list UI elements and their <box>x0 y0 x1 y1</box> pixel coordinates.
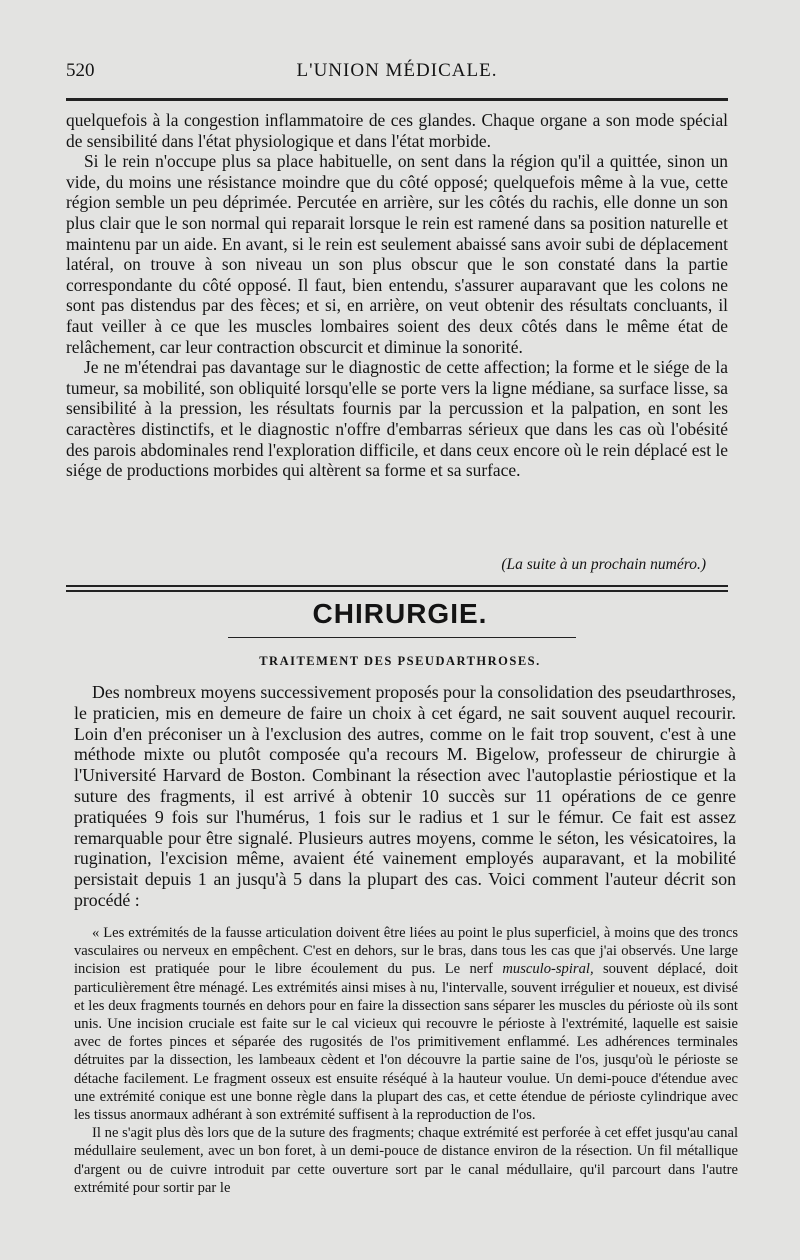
quoted-procedure <box>74 924 738 1197</box>
quote-paragraph: Il ne s'agit plus dès lors que de la suture des fragments; chaque extrémité est perforée à cet effet jusqu'au canal médullaire seulement, avec un bon foret, à un demi-pouce de distance environ de la résection. Un fil métallique d'argent ou de cuivre introduit par cette ouverture sort par le canal médullaire, qu'il parcourt dans l'autre extrémité pour sortir par le <box>74 1125 738 1196</box>
italic-term: musculo-spiral, <box>502 961 594 978</box>
page-number: 520 <box>66 60 95 81</box>
paragraph: Si le rein n'occupe plus sa place habituelle, on sent dans la région qu'il a quittée, sinon un vide, du moins une résistance moindre que du côté opposé; quelquefois même à la vue, cette région semble un peu déprimée. Percutée en arrière, sur les côtés du rachis, elle donne un son plus clair que le son normal qui reparait lorsque le rein est ramené dans sa position naturelle et maintenu par un aide. En avant, si le rein est seulement abaissé sans avoir subi de déplacement latéral, on trouve à son niveau un son plus obscur que le son constaté dans la partie correspondante du côté opposé. Il faut, bien entendu, s'assurer auparavant que les colons ne sont pas distendus par des fèces; et si, en arrière, on veut obtenir des résultats concluants, il faut veiller à ce que les muscles lombaires soient des deux côtés dans le même état de relâchement, car leur contraction obscurcit et diminue la sonorité. <box>66 151 728 357</box>
section-divider <box>66 585 728 592</box>
paragraph: Je ne m'étendrai pas davantage sur le diagnostic de cette affection; la forme et le siége de la tumeur, sa mobilité, son obliquité lorsqu'elle se porte vers la ligne médiane, sa surface lisse, sa sensibilité à la pression, les résultats fournis par la percussion et la palpation, en sont les caractères distinctifs, et le diagnostic n'offre d'embarras sérieux que dans les cas où l'obésité des parois abdominales rend l'exploration difficile, et dans ceux encore où le rein déplacé est le siége de productions morbides qui altèrent sa forme et sa surface. <box>66 357 728 481</box>
quote-paragraph <box>74 924 738 1124</box>
article-continued-text <box>66 110 728 481</box>
quote-text-segment: « Les extrémités de la fausse articulation doivent être liées au point le plus superficiel, à moins que des troncs vasculaires ou nerveux en empêchent. C'est en dehors, sur le bras, dans tous les cas que j'ai observés. Une large incision est pratiquée pour le libre écoulement du pus. Le nerf <box>74 925 738 978</box>
paragraph: Des nombreux moyens successivement proposés pour la consolidation des pseudarthroses, le praticien, mis en demeure de faire un choix à cet égard, ne sait souvent auquel recourir. Loin d'en préconiser un à l'exclusion des autres, comme on le fait trop souvent, c'est à une méthode mixte ou plutôt composée qu'a recours M. Bigelow, professeur de chirurgie à l'Université Harvard de Boston. Combinant la résection avec l'autoplastie périostique et la suture des fragments, il est arrivé à obtenir 10 succès sur 11 opérations de ce genre pratiquées 9 fois sur l'humérus, 1 fois sur le radius et 1 sur le fémur. Ce fait est assez remarquable pour être signalé. Plusieurs autres moyens, comme le séton, les vésicatoires, la rugination, l'excision même, avaient été vainement employés auparavant, et la mobilité persistait depuis 1 an jusqu'à 5 dans la plupart des cas. Voici comment l'auteur décrit son procédé : <box>74 682 736 910</box>
section-title: CHIRURGIE. <box>312 598 488 629</box>
quote-text-segment: souvent déplacé, doit particulièrement être ménagé. Les extrémités ainsi mises à nu, l'intervalle, souvent irrégulier et noueux, est divisé et les deux fragments tournés en dehors pour en faire la dissection sans séparer les muscles du périoste où ils sont unis. Une incision cruciale est faite sur le cal vicieux qui recouvre le périoste à l'extrémité, laquelle est saisie avec de fortes pinces et séparée des rugosités de l'os primitivement enflammé. Les adhérences terminales détruites par la dissection, les lambeaux cèdent et l'on découvre la partie saine de l'os, jusqu'où le périoste se détache facilement. Le fragment osseux est ensuite réséqué à la hauteur voulue. Un demi-pouce d'étendue avec une extrémité conique est une bonne règle dans la plupart des cas, et cette étendue de périoste cylindrique avec les tissus anormaux adhérant à son extrémité suffisent à la reproduction de l'os. <box>74 961 738 1124</box>
article-heading: TRAITEMENT DES PSEUDARTHROSES. <box>259 654 541 668</box>
continuation-note: (La suite à un prochain numéro.) <box>501 556 706 573</box>
header-rule <box>66 98 728 101</box>
article-text <box>74 682 736 911</box>
title-underline <box>228 637 576 638</box>
page-header <box>66 60 728 84</box>
running-title: L'UNION MÉDICALE. <box>296 60 498 81</box>
paragraph: quelquefois à la congestion inflammatoire de ces glandes. Chaque organe a son mode spécial de sensibilité dans l'état physiologique et dans l'état morbide. <box>66 110 728 151</box>
